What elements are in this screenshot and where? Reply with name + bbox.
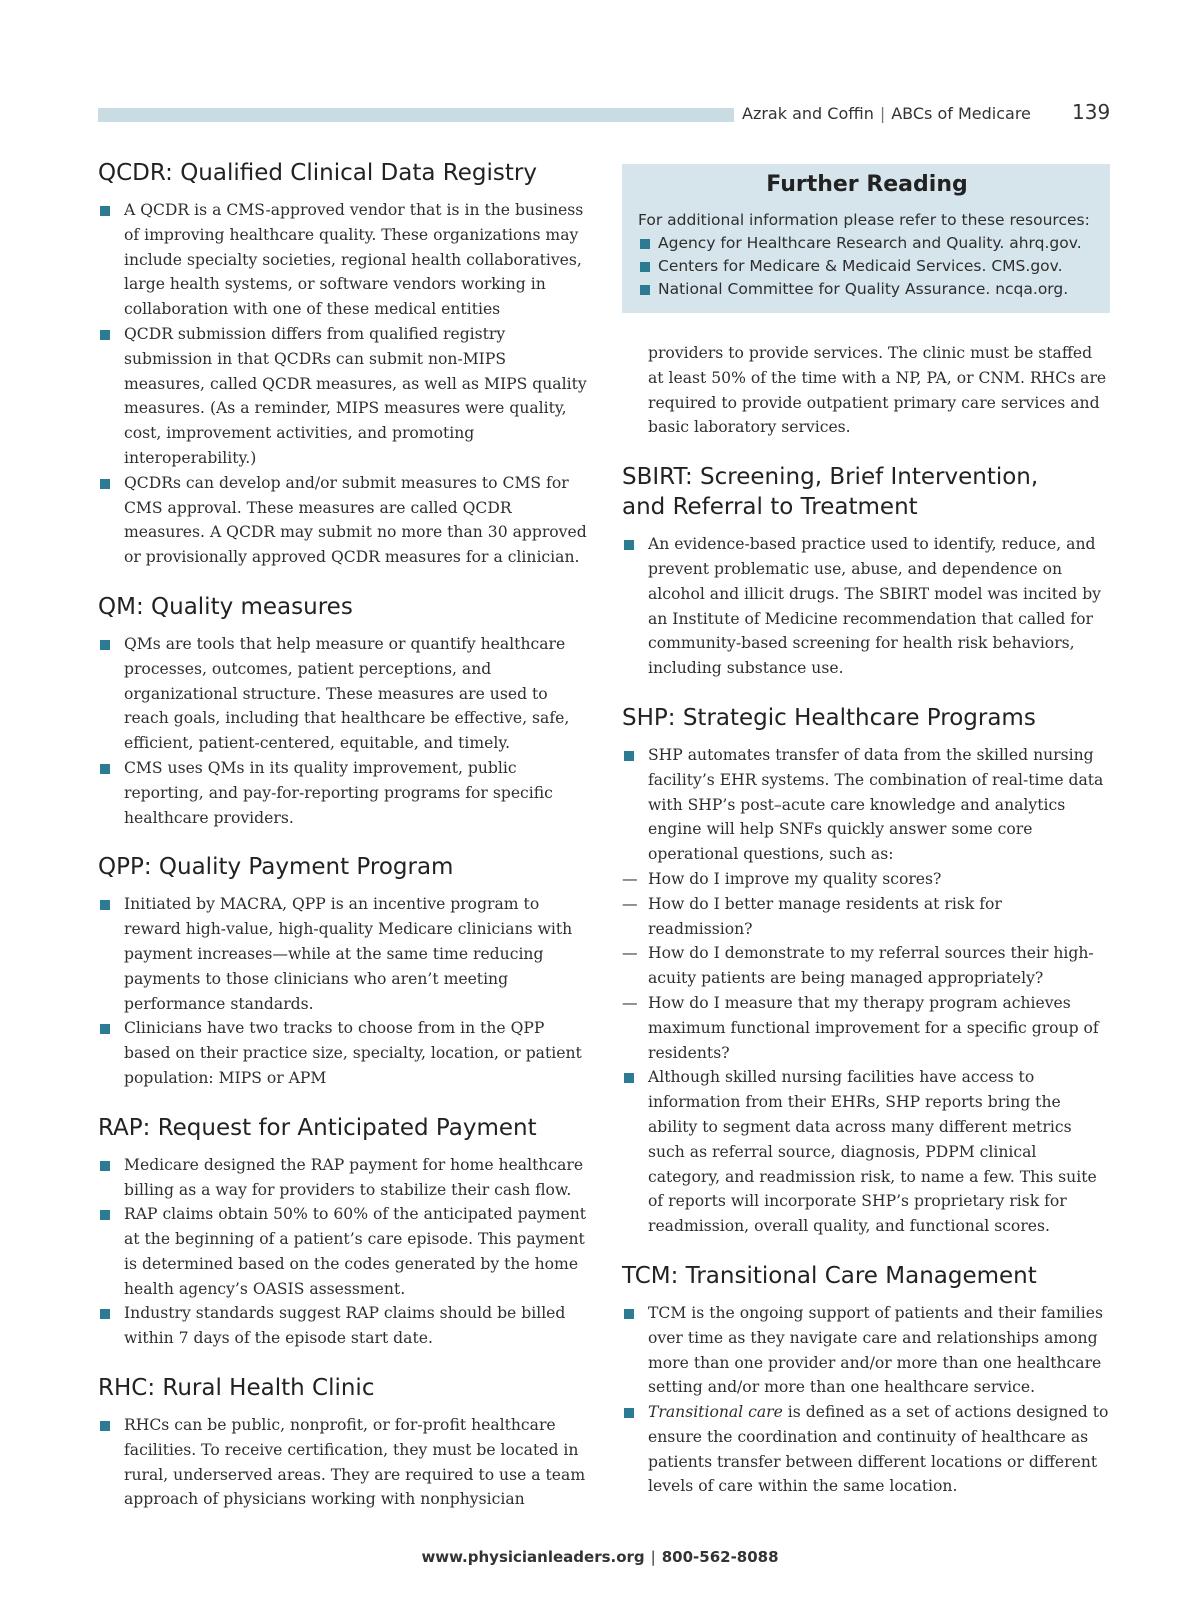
section-heading: TCM: Transitional Care Management: [622, 1262, 1037, 1289]
bullet-list: [622, 532, 1110, 681]
bullet-list: [98, 632, 590, 830]
list-item: TCM is the ongoing support of patients and their families over time as they navigate care and relationships among more than one provider and/or more than one healthcare setting and/or more than one healthcare service.: [622, 1301, 1110, 1400]
section-tcm: [622, 1261, 1110, 1499]
section-qcdr: [98, 158, 590, 570]
section-heading-line: and Referral to Treatment: [622, 494, 918, 521]
section-heading: QPP: Quality Payment Program: [98, 854, 454, 881]
question-list: [622, 867, 1110, 1065]
list-item: QCDRs can develop and/or submit measures to CMS for CMS approval. These measures are called QCDR measures. A QCDR may submit no more than 30 approved or provisionally approved QCDR measures for a clinician.: [98, 471, 590, 570]
section-sbirt: [622, 462, 1110, 681]
list-item: [622, 1400, 1110, 1499]
list-item: Clinicians have two tracks to choose from in the QPP based on their practice size, specialty, location, or patient population: MIPS or APM: [98, 1016, 590, 1090]
list-item: [622, 743, 1110, 1065]
running-head-authors: Azrak and Coffin: [742, 104, 874, 123]
right-column: [622, 164, 1110, 1521]
section-heading: RAP: Request for Anticipated Payment: [98, 1114, 537, 1141]
rhc-continued-text: providers to provide services. The clinic must be staffed at least 50% of the time with a NP, PA, or CNM. RHCs are required to provide outpatient primary care services and basic laboratory services.: [648, 344, 1107, 437]
definition-text: is defined as a set of actions designed to ensure the coordination and continuity of healthcare as patients transfer between different locations or different levels of care within the same location.: [648, 1403, 1109, 1496]
bullet-list: [98, 1413, 590, 1512]
further-reading-item: Centers for Medicare & Medicaid Services. CMS.gov.: [638, 255, 1096, 278]
section-heading-line: SBIRT: Screening, Brief Intervention,: [622, 464, 1039, 491]
section-heading: RHC: Rural Health Clinic: [98, 1375, 375, 1402]
list-item: QMs are tools that help measure or quantify healthcare processes, outcomes, patient perceptions, and organizational structure. These measures are used to reach goals, including that healthcare be effective, safe, efficient, patient-centered, equitable, and timely.: [98, 632, 590, 756]
list-item: Industry standards suggest RAP claims should be billed within 7 days of the episode start date.: [98, 1301, 590, 1351]
list-item: An evidence-based practice used to identify, reduce, and prevent problematic use, abuse, and dependence on alcohol and illicit drugs. The SBIRT model was incited by an Institute of Medicine recommendation that called for community-based screening for health risk behaviors, including substance use.: [622, 532, 1110, 681]
section-heading: QCDR: Qualified Clinical Data Registry: [98, 160, 537, 186]
section-rhc: [98, 1373, 590, 1512]
question-item: — How do I measure that my therapy program achieves maximum functional improvement for a specific group of residents?: [622, 991, 1110, 1065]
list-item: CMS uses QMs in its quality improvement, public reporting, and pay-for-reporting programs for specific healthcare providers.: [98, 756, 590, 830]
question-item: — How do I demonstrate to my referral sources their high-acuity patients are being managed appropriately?: [622, 941, 1110, 991]
question-item: — How do I better manage residents at risk for readmission?: [622, 892, 1110, 942]
list-item: Medicare designed the RAP payment for home healthcare billing as a way for providers to stabilize their cash flow.: [98, 1153, 590, 1203]
further-reading-list: [638, 232, 1096, 301]
section-heading: [622, 462, 1110, 522]
list-item-text: SHP automates transfer of data from the skilled nursing facility’s EHR systems. The combination of real-time data with SHP’s post–acute care knowledge and analytics engine will help SNFs quickly answer some core operational questions, such as:: [648, 745, 1104, 864]
question-item: — How do I improve my quality scores?: [622, 867, 1110, 892]
page-number: 139: [1072, 100, 1111, 124]
list-item: RAP claims obtain 50% to 60% of the anticipated payment at the beginning of a patient’s care episode. This payment is determined based on the codes generated by the home health agency’s OASIS assessment.: [98, 1202, 590, 1301]
list-item: Although skilled nursing facilities have access to information from their EHRs, SHP reports bring the ability to segment data across many different metrics such as referral source, diagnosis, PDPM clinical category, and readmission risk, to name a few. This suite of reports will incorporate SHP’s proprietary risk for readmission, overall quality, and functional scores.: [622, 1065, 1110, 1239]
footer-phone: 800-562-8088: [661, 1548, 779, 1566]
section-rap: [98, 1113, 590, 1351]
section-qm: [98, 592, 590, 830]
list-item: Initiated by MACRA, QPP is an incentive program to reward high-value, high-quality Medicare clinicians with payment increases—while at the same time reducing payments to those clinicians who aren’t meeting performance standards.: [98, 892, 590, 1016]
list-item: A QCDR is a CMS-approved vendor that is in the business of improving healthcare quality. These organizations may include specialty societies, regional health collaboratives, large health systems, or software vendors working in collaboration with one of these medical entities: [98, 198, 590, 322]
defined-term: Transitional care: [648, 1403, 783, 1422]
running-head-separator: |: [879, 104, 886, 123]
further-reading-box: [622, 164, 1110, 313]
list-item: QCDR submission differs from qualified registry submission in that QCDRs can submit non-MIPS measures, called QCDR measures, as well as MIPS quality measures. (As a reminder, MIPS measures were quality, cost, improvement activities, and promoting interoperability.): [98, 322, 590, 471]
further-reading-item: Agency for Healthcare Research and Quality. ahrq.gov.: [638, 232, 1096, 255]
section-qpp: [98, 852, 590, 1090]
bullet-list: [98, 198, 590, 570]
section-shp: [622, 703, 1110, 1239]
section-heading: QM: Quality measures: [98, 593, 353, 620]
bullet-list: [622, 1301, 1110, 1499]
running-head: [742, 104, 1031, 123]
running-head-title: ABCs of Medicare: [891, 104, 1031, 123]
section-heading: SHP: Strategic Healthcare Programs: [622, 704, 1036, 731]
further-reading-item: National Committee for Quality Assurance. ncqa.org.: [638, 278, 1096, 301]
bullet-list: [622, 743, 1110, 1239]
bullet-list: [98, 892, 590, 1090]
list-item: RHCs can be public, nonprofit, or for-profit healthcare facilities. To receive certification, they must be located in rural, underserved areas. They are required to use a team approach of physicians working with nonphysician: [98, 1413, 590, 1512]
footer-separator: |: [650, 1548, 656, 1566]
page-footer: [0, 1548, 1200, 1566]
left-column: [98, 158, 590, 1534]
bullet-list: [98, 1153, 590, 1351]
further-reading-title: Further Reading: [766, 172, 968, 197]
header-rule: [98, 108, 734, 122]
footer-website[interactable]: www.physicianleaders.org: [421, 1548, 645, 1566]
further-reading-intro: For additional information please refer to these resources:: [638, 211, 1090, 229]
